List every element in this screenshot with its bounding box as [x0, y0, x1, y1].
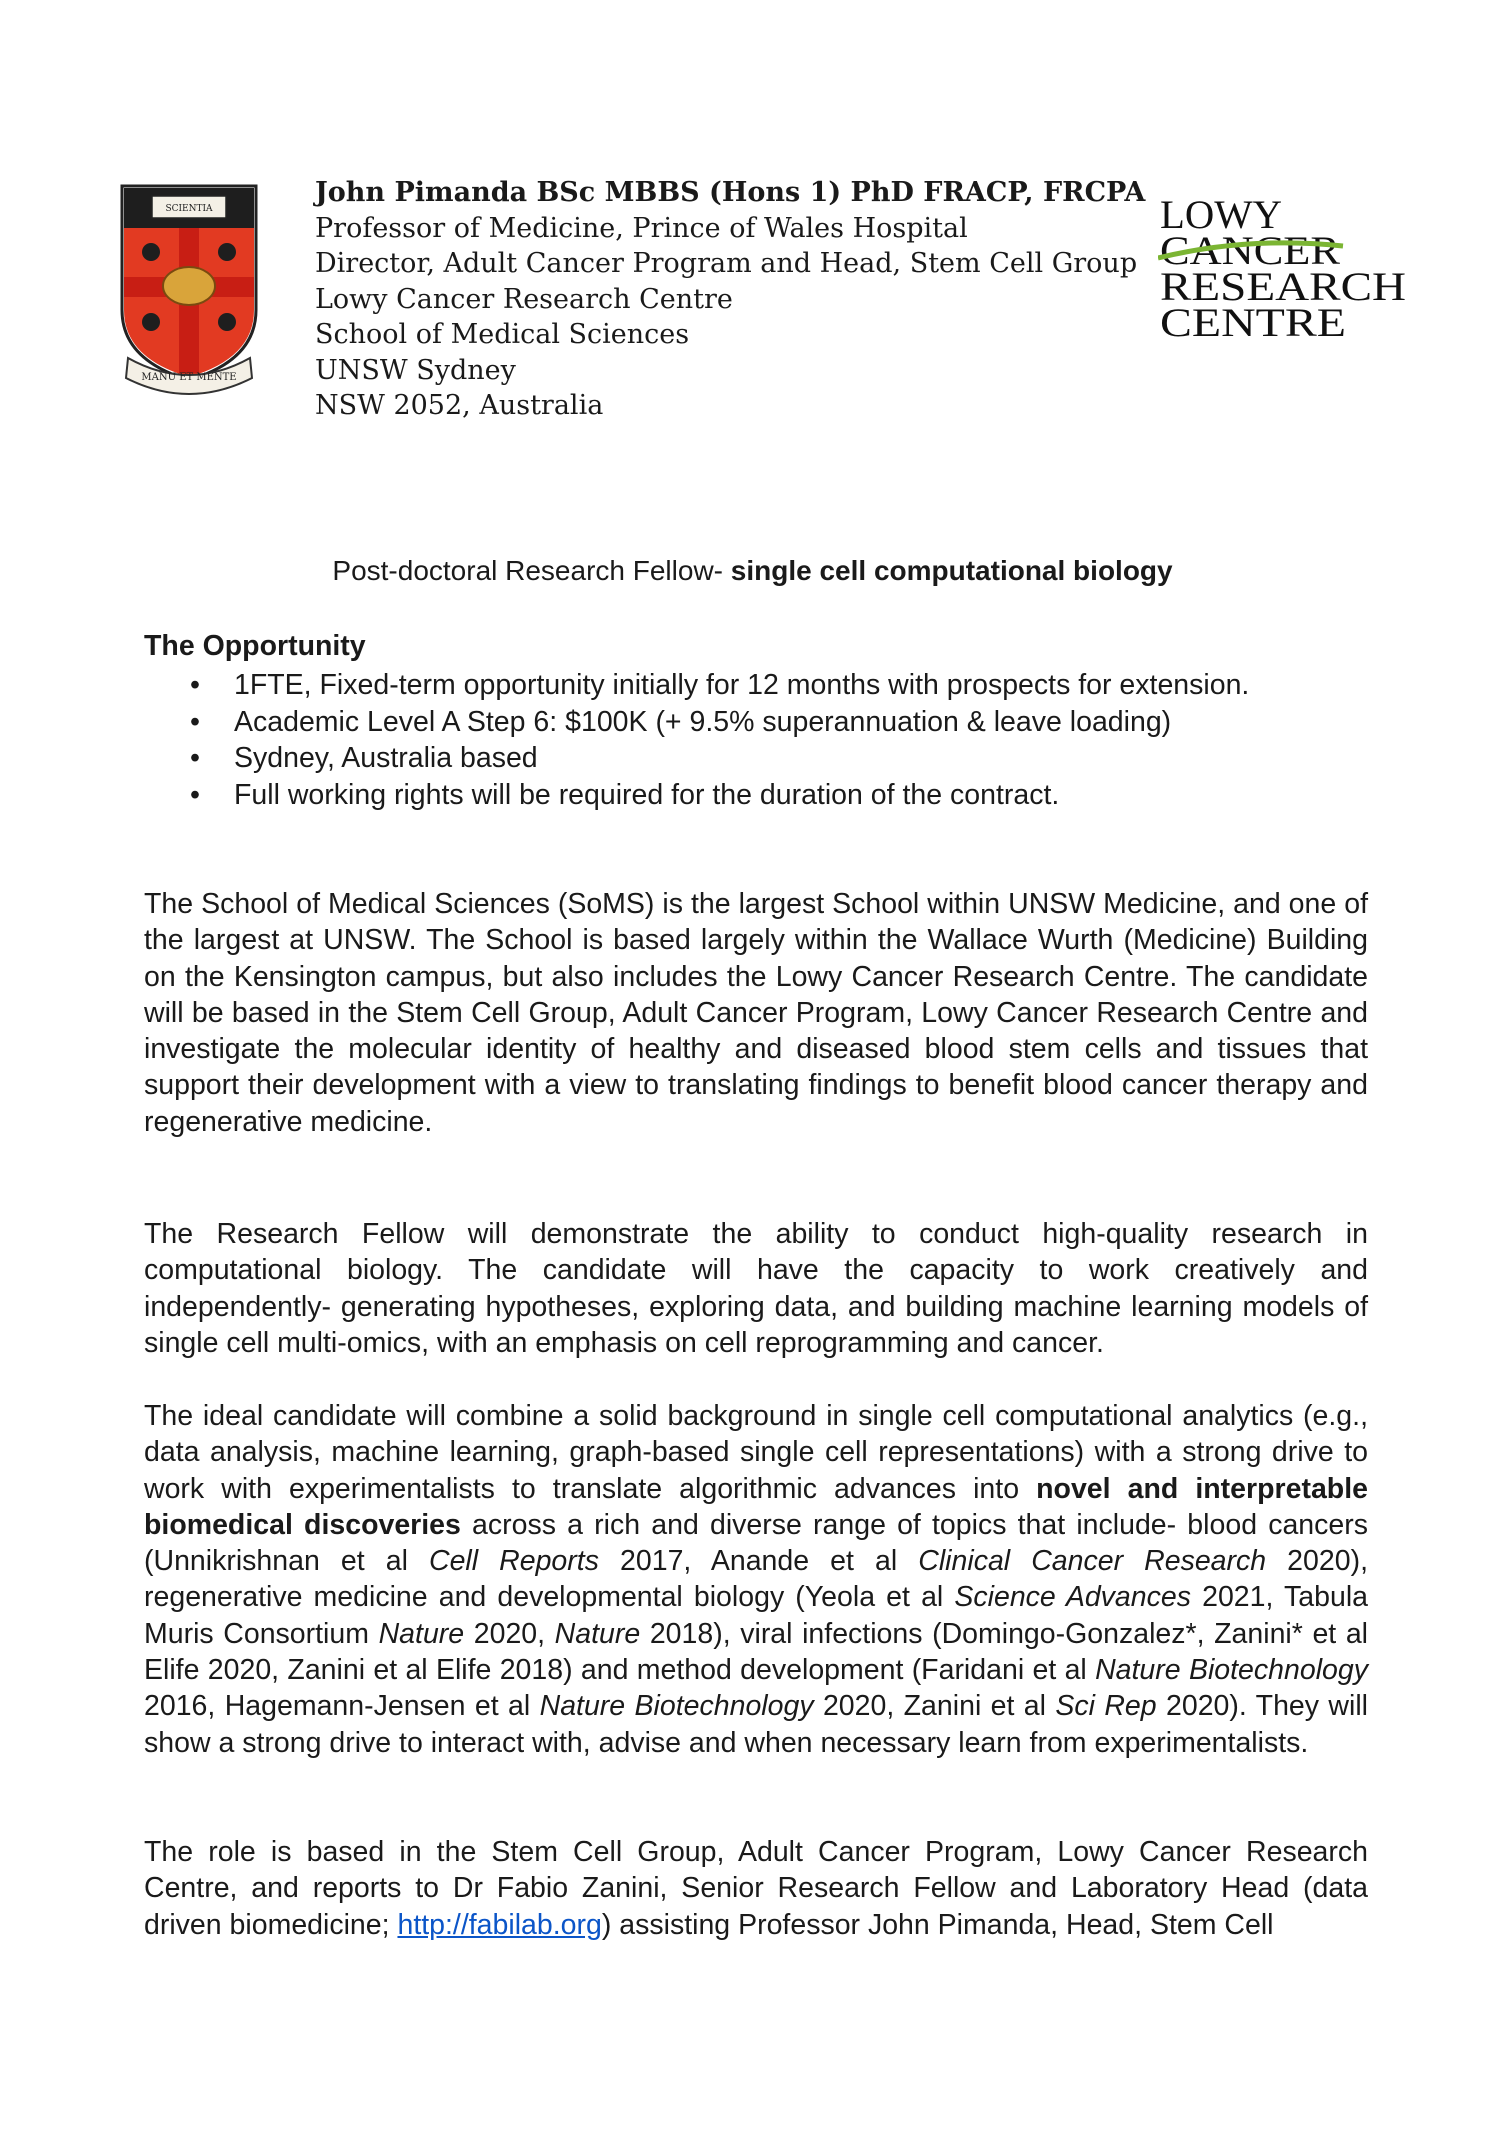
text-run: 2016, Hagemann-Jensen et al: [144, 1690, 540, 1723]
letterhead-line: UNSW Sydney: [315, 354, 516, 386]
letterhead-line: Professor of Medicine, Prince of Wales Hospital: [315, 212, 968, 244]
journal-name: Nature Biotechnology: [539, 1690, 814, 1723]
list-item: • Academic Level A Step 6: $100K (+ 9.5% superannuation & leave loading): [144, 704, 1249, 741]
text-run: ) assisting Professor John Pimanda, Head, Stem Cell: [601, 1908, 1274, 1941]
fabilab-link[interactable]: http://fabilab.org: [397, 1908, 602, 1941]
text-run: 2020). They will show a strong drive to interact with, advise and when necessary learn from experimentalists.: [144, 1690, 1368, 1759]
list-item: • Full working rights will be required for the duration of the contract.: [144, 777, 1249, 814]
text-run: 2020, Zanini et al: [813, 1690, 1056, 1723]
journal-name: Cell Reports: [428, 1545, 599, 1578]
text-run: The role is based in the Stem Cell Group, Adult Cancer Program, Lowy Cancer Research Centre, and reports to Dr Fabio Zanini, Senior Research Fellow and Laboratory Head (data driven biomedicine;: [144, 1836, 1368, 1941]
logo-line-cancer: CANCER: [1160, 228, 1341, 273]
crest-banner-text: SCIENTIA: [165, 204, 213, 214]
opportunity-list: [144, 667, 1249, 813]
text-run-bold: novel and interpretable biomedical discoveries: [144, 1472, 1368, 1541]
letterhead-line: Lowy Cancer Research Centre: [315, 283, 733, 315]
letterhead: [315, 175, 1145, 424]
text-run: 2020), regenerative medicine and developmental biology (Yeola et al: [144, 1545, 1368, 1614]
letterhead-name: John Pimanda BSc MBBS (Hons 1) PhD FRACP, FRCPA: [315, 177, 1146, 208]
text-run: The ideal candidate will combine a solid background in single cell computational analytics (e.g., data analysis, machine learning, graph-based single cell representations) with a strong drive to work with experimentalists to translate algorithmic advances into: [144, 1400, 1368, 1505]
letterhead-line: NSW 2052, Australia: [315, 390, 604, 421]
crest-motto-text: MANU ET MENTE: [141, 372, 237, 383]
list-item: • 1FTE, Fixed-term opportunity initially for 12 months with prospects for extension.: [144, 667, 1249, 704]
title-prefix: Post-doctoral Research Fellow-: [332, 555, 731, 586]
title-bold: single cell computational biology: [730, 555, 1173, 586]
letterhead-line: School of Medical Sciences: [315, 319, 690, 350]
logo-line-lowy: LOWY: [1160, 196, 1282, 237]
paragraph-role: [144, 1834, 1368, 1943]
text-run: 2018), viral infections (Domingo-Gonzalez*, Zanini* et al Elife 2020, Zanini et al Elife 2018) and method development (Faridani et al: [144, 1617, 1369, 1687]
logo-line-research: RESEARCH: [1160, 264, 1406, 309]
position-title: [0, 555, 1505, 587]
letterhead-line: Director, Adult Cancer Program and Head, Stem Cell Group: [315, 248, 1138, 279]
text-run: 2017, Anande et al: [598, 1545, 919, 1578]
logo-line-centre: CENTRE: [1160, 300, 1346, 345]
lowy-cancer-research-centre-logo: [1158, 196, 1408, 346]
unsw-crest-logo: [118, 182, 260, 396]
journal-name: Nature: [378, 1617, 465, 1650]
list-item: • Sydney, Australia based: [144, 740, 1249, 777]
journal-name: Sci Rep: [1055, 1690, 1157, 1723]
opportunity-heading: The Opportunity: [144, 630, 366, 662]
journal-name: Science Advances: [954, 1581, 1191, 1614]
text-run: 2020,: [464, 1617, 555, 1650]
journal-name: Clinical Cancer Research: [918, 1545, 1267, 1578]
paragraph-candidate: [144, 1398, 1368, 1761]
text-run: across a rich and diverse range of topics that include- blood cancers (Unnikrishnan et al: [144, 1508, 1368, 1578]
text-run: 2021, Tabula Muris Consortium: [144, 1581, 1369, 1650]
paragraph-school: The School of Medical Sciences (SoMS) is the largest School within UNSW Medicine, and one of the largest at UNSW. The School is based largely within the Wallace Wurth (Medicine) Building on the Kensington campus, but also includes the Lowy Cancer Research Centre. The candidate will be based in the Stem Cell Group, Adult Cancer Program, Lowy Cancer Research Centre and investigate the molecular identity of healthy and diseased blood stem cells and tissues that support their development with a view to translating findings to benefit blood cancer therapy and regenerative medicine.: [144, 888, 1368, 1138]
journal-name: Nature: [554, 1617, 641, 1650]
paragraph-fellow: The Research Fellow will demonstrate the ability to conduct high-quality research in computational biology. The candidate will have the capacity to work creatively and independently- generating hypotheses, exploring data, and building machine learning models of single cell multi-omics, with an emphasis on cell reprogramming and cancer.: [144, 1218, 1368, 1359]
journal-name: Nature Biotechnology: [1095, 1654, 1368, 1687]
